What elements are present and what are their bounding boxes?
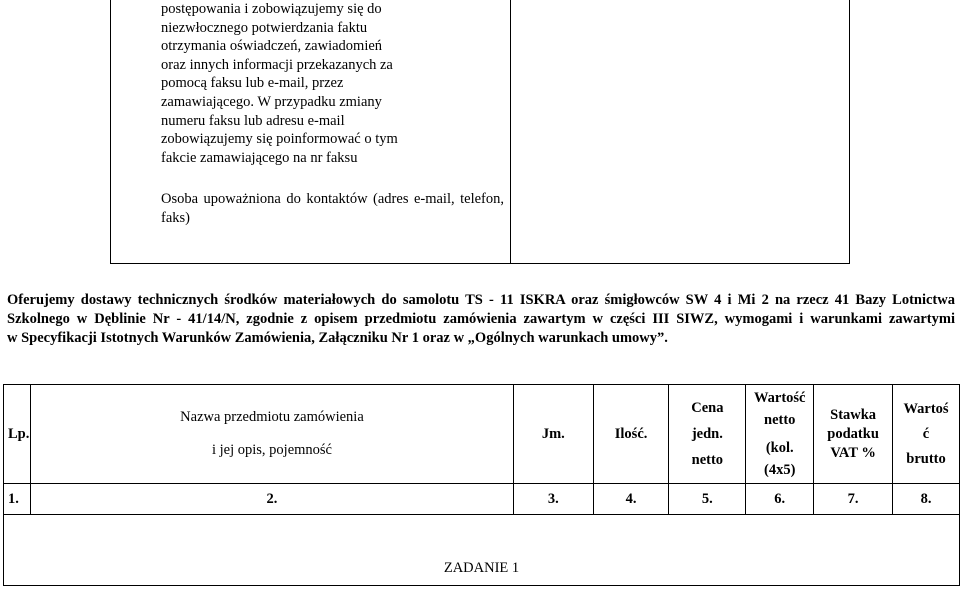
header-value-net-line3: (kol. bbox=[765, 440, 794, 456]
header-price bbox=[669, 385, 746, 484]
header-unit: Jm. bbox=[513, 385, 593, 484]
contact-label: Osoba upoważniona do kontaktów (adres e-mail, telefon, faks) bbox=[161, 191, 504, 226]
column-number-5: 5. bbox=[669, 484, 746, 515]
header-qty: Ilość. bbox=[593, 385, 669, 484]
top-paragraph-line: zamawiającego. W przypadku zmiany bbox=[161, 93, 382, 110]
top-paragraph-line: niezwłocznego potwierdzania faktu bbox=[161, 19, 368, 36]
header-name bbox=[30, 385, 513, 484]
header-value-net-line2: netto bbox=[764, 412, 796, 428]
header-value-gross-line1: Wartoś bbox=[903, 400, 949, 417]
header-price-line1: Cena bbox=[691, 400, 724, 416]
offer-line: w Specyfikacji Istotnych Warunków Zamówienia, Załączniku Nr 1 oraz w „Ogólnych warunkach umowy”. bbox=[7, 330, 668, 346]
header-name-line1: Nazwa przedmiotu zamówienia bbox=[180, 409, 364, 425]
header-row bbox=[4, 385, 960, 484]
top-paragraph-line: fakcie zamawiającego na nr faksu bbox=[161, 149, 358, 166]
column-number-8: 8. bbox=[893, 484, 960, 515]
section-cell bbox=[4, 515, 960, 586]
column-number-4: 4. bbox=[593, 484, 669, 515]
items-table bbox=[3, 384, 960, 586]
column-number-row bbox=[4, 484, 960, 515]
top-table-divider bbox=[510, 0, 511, 263]
top-paragraph-line: numeru faksu lub adresu e-mail bbox=[161, 112, 345, 129]
top-paragraph-line: postępowania i zobowiązujemy się do bbox=[161, 1, 382, 17]
header-value-gross-line2: ć bbox=[922, 425, 930, 442]
column-number-6: 6. bbox=[746, 484, 814, 515]
column-number-2: 2. bbox=[30, 484, 513, 515]
top-paragraph-line: otrzymania oświadczeń, zawiadomień bbox=[161, 38, 383, 55]
top-paragraph-text bbox=[161, 0, 501, 167]
header-lp: Lp. bbox=[4, 385, 31, 484]
top-paragraph-line: zobowiązujemy się poinformować o tym bbox=[161, 131, 398, 148]
header-value-gross-line3: brutto bbox=[906, 450, 946, 467]
section-label: ZADANIE 1 bbox=[443, 560, 520, 576]
header-vat-line1: Stawka bbox=[830, 406, 877, 423]
column-number-1: 1. bbox=[4, 484, 31, 515]
header-vat-line2: podatku bbox=[827, 425, 879, 442]
header-vat-line3: VAT % bbox=[830, 444, 876, 461]
column-number-7: 7. bbox=[814, 484, 893, 515]
header-value-net-line1: Wartość bbox=[753, 390, 806, 406]
header-vat bbox=[814, 385, 893, 484]
header-value-net bbox=[746, 385, 814, 484]
header-value-net-line4: (4x5) bbox=[764, 462, 796, 478]
top-paragraph-line: pomocą faksu lub e-mail, przez bbox=[161, 75, 344, 92]
top-paragraph bbox=[161, 0, 501, 167]
offer-paragraph bbox=[7, 291, 955, 348]
header-price-line2: jedn. bbox=[691, 426, 723, 442]
offer-line: Oferujemy dostawy technicznych środków materiałowych do samolotu TS - 11 ISKRA oraz śmigłowców SW 4 i Mi 2 na rzecz 41 Bazy Lotnictwa bbox=[7, 292, 955, 308]
top-paragraph-line: oraz innych informacji przekazanych za bbox=[161, 56, 393, 73]
offer-line: Szkolnego w Dęblinie Nr - 41/14/N, zgodnie z opisem przedmiotu zamówienia zawartym w części III SIWZ, wymogami i warunkami zawartymi bbox=[7, 311, 955, 327]
section-row bbox=[4, 515, 960, 586]
header-value-gross bbox=[893, 385, 960, 484]
header-price-line3: netto bbox=[691, 452, 724, 468]
column-number-3: 3. bbox=[513, 484, 593, 515]
header-name-line2: i jej opis, pojemność bbox=[211, 442, 332, 458]
